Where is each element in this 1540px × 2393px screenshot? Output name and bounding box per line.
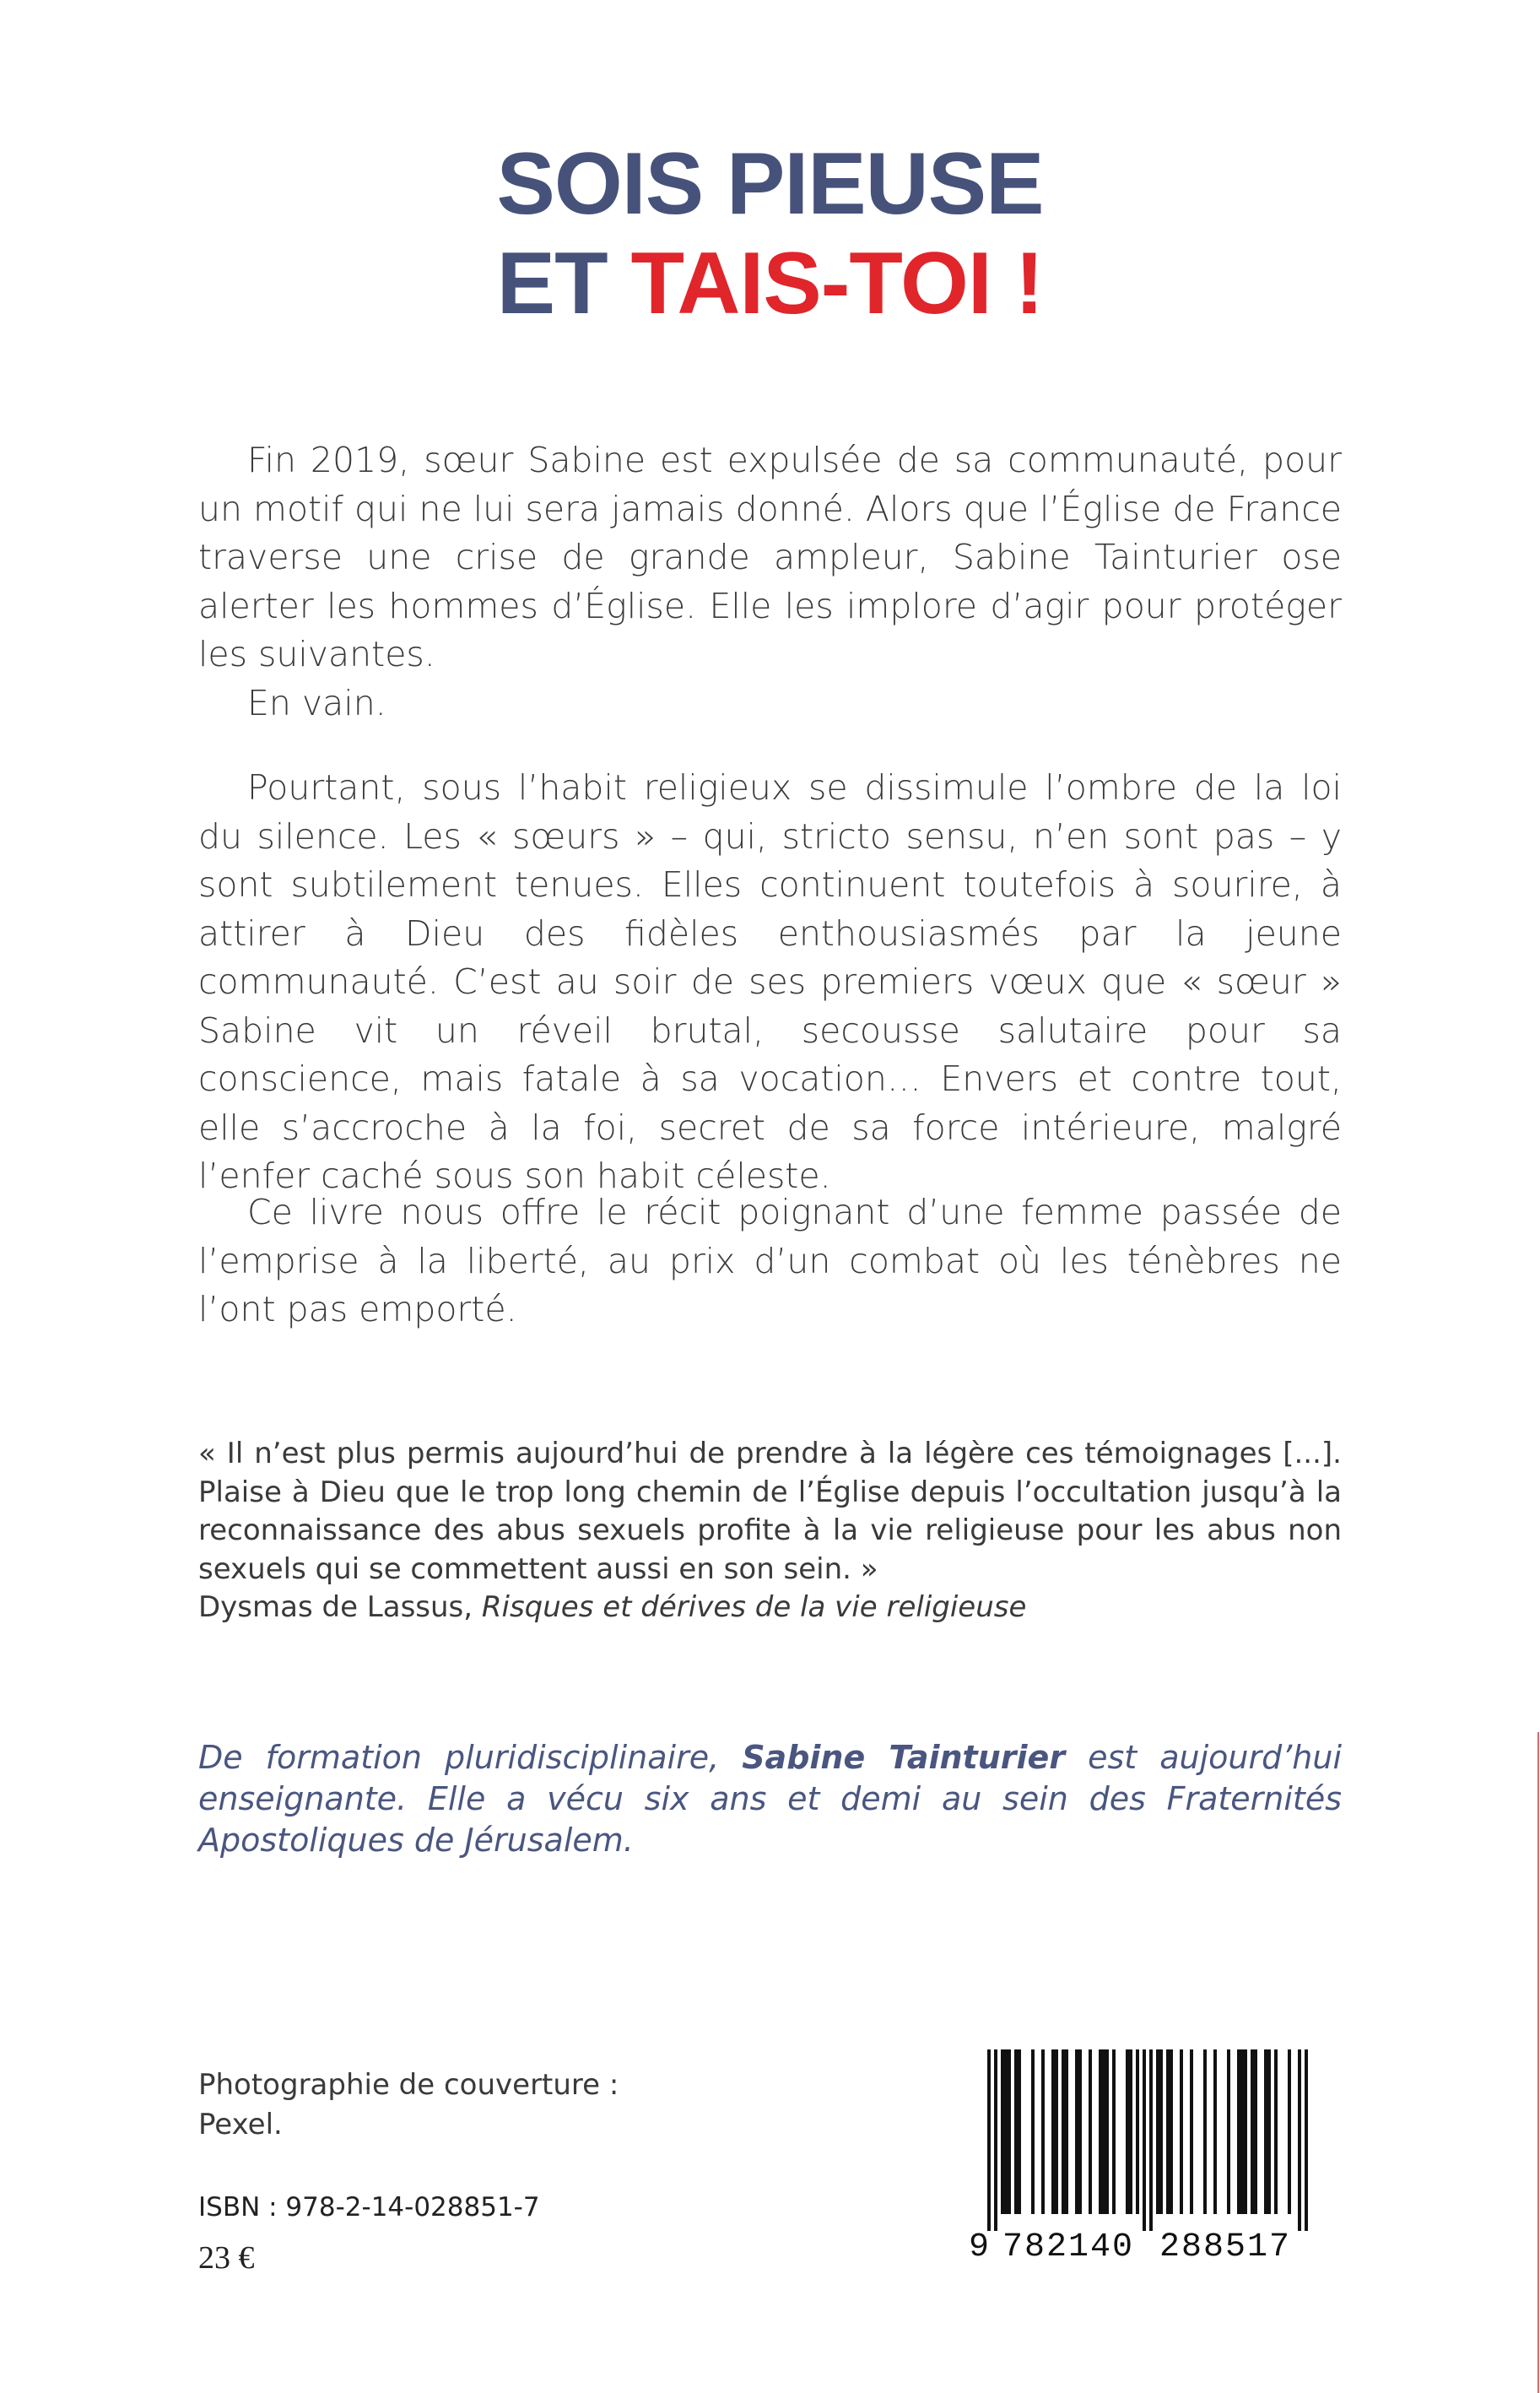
barcode-bar xyxy=(1254,2049,1257,2214)
barcode-bar xyxy=(1156,2049,1159,2214)
barcode xyxy=(962,2049,1333,2277)
quote-attribution xyxy=(198,1589,1342,1627)
barcode-bar xyxy=(1244,2049,1247,2214)
barcode-bar xyxy=(1288,2049,1291,2214)
blurb-paragraph-3-text: Ce livre nous offre le récit poignant d’une femme passée de l’emprise à la liberté, au prix d’un combat où les ténèbres ne l’ont pas emporté. xyxy=(198,1192,1342,1329)
endorsement-quote xyxy=(198,1435,1342,1627)
photo-credit xyxy=(198,2065,619,2145)
barcode-bar xyxy=(1031,2049,1035,2214)
price-label: 23 € xyxy=(198,2240,255,2276)
quote-author: Dysmas de Lassus, xyxy=(198,1590,473,1624)
barcode-bar xyxy=(1055,2049,1058,2214)
barcode-bar xyxy=(1240,2049,1244,2214)
barcode-bar xyxy=(1008,2049,1011,2214)
barcode-bar xyxy=(1267,2049,1271,2214)
author-bio xyxy=(198,1737,1342,1861)
barcode-bar xyxy=(1126,2049,1129,2214)
barcode-bar xyxy=(1143,2049,1146,2231)
barcode-bar xyxy=(1112,2049,1116,2214)
barcode-bar xyxy=(1180,2049,1183,2214)
barcode-bar xyxy=(1149,2049,1153,2231)
title-line-2-accent: TAIS-TOI ! xyxy=(630,235,1044,333)
barcode-bar xyxy=(1264,2049,1267,2214)
barcode-bar xyxy=(1159,2049,1163,2214)
blurb-paragraph-3 xyxy=(198,1188,1342,1335)
barcode-bar xyxy=(994,2049,997,2231)
bio-text-before: De formation pluridisciplinaire, xyxy=(198,1739,743,1776)
blurb-paragraph-1b-text: En vain. xyxy=(247,682,386,723)
barcode-bar xyxy=(1166,2049,1170,2214)
barcode-digits xyxy=(962,2227,1333,2269)
barcode-bar xyxy=(1298,2049,1301,2231)
barcode-bar xyxy=(1105,2049,1109,2214)
barcode-bar xyxy=(1078,2049,1082,2214)
bio-author-name: Sabine Tainturier xyxy=(742,1739,1066,1776)
barcode-bar xyxy=(1018,2049,1021,2214)
barcode-bar xyxy=(1251,2049,1254,2214)
barcode-bar xyxy=(1062,2049,1065,2214)
barcode-bar xyxy=(987,2049,991,2231)
isbn-label: ISBN : 978-2-14-028851-7 xyxy=(198,2192,540,2222)
barcode-bars xyxy=(962,2049,1333,2231)
barcode-bar xyxy=(1274,2049,1278,2214)
barcode-bar xyxy=(1237,2049,1240,2214)
blurb-paragraph-1-text: Fin 2019, sœur Sabine est expulsée de sa communauté, pour un motif qui ne lui sera jamais donné. Alors que l’Église de France traverse une crise de grande ampleur, Sabine Tainturier ose alerter les hommes d’Église. Elle les implore d’agir pour protéger les suivantes. xyxy=(198,440,1342,674)
title-line-1 xyxy=(0,133,1540,235)
barcode-bar xyxy=(1089,2049,1092,2214)
barcode-left-group: 782140 xyxy=(1002,2228,1135,2266)
barcode-bar xyxy=(1004,2049,1008,2214)
barcode-bar xyxy=(1102,2049,1105,2214)
quote-text: « Il n’est plus permis aujourd’hui de prendre à la légère ces témoignages [...]. Plaise à Dieu que le trop long chemin de l’Église depuis l’occultation jusqu’à la reconnaissance des abus sexuels profite à la vie religieuse pour les abus non sexuels qui se commettent aussi en son sein. » xyxy=(198,1437,1342,1586)
photo-credit-line-2: Pexel. xyxy=(198,2108,283,2141)
barcode-bar xyxy=(1203,2049,1207,2214)
barcode-bar xyxy=(1041,2049,1045,2214)
barcode-bar xyxy=(1170,2049,1173,2214)
bio-text-after: est aujourd’hui enseignante. Elle a vécu six ans et demi au sein des Fraternités Apostoliques de Jérusalem. xyxy=(198,1739,1343,1859)
barcode-bar xyxy=(1227,2049,1230,2214)
barcode-bar xyxy=(1099,2049,1102,2214)
barcode-bar xyxy=(1001,2049,1004,2214)
barcode-bar xyxy=(1129,2049,1132,2214)
blurb-paragraph-1 xyxy=(198,436,1342,728)
blurb-paragraph-2-text: Pourtant, sous l’habit religieux se dissimule l’ombre de la loi du silence. Les « sœurs » – qui, stricto sensu, n’en sont pas – y sont subtilement tenues. Elles continuent toutefois à sourire, à attirer à Dieu des fidèles enthousiasmés par la jeune communauté. C’est au soir de ses premiers vœux que « sœur » Sabine vit un réveil brutal, secousse salutaire pour sa conscience, mais fatale à sa vocation… Envers et contre tout, elle s’accroche à la foi, secret de sa force intérieure, malgré l’enfer caché sous son habit céleste. xyxy=(198,767,1342,1196)
barcode-bar xyxy=(1305,2049,1308,2231)
barcode-bar xyxy=(1190,2049,1193,2214)
barcode-first-digit: 9 xyxy=(969,2228,990,2266)
photo-credit-line-1: Photographie de couverture : xyxy=(198,2068,619,2102)
spine-edge-line xyxy=(1537,1732,1539,2393)
barcode-bar xyxy=(1051,2049,1055,2214)
barcode-bar xyxy=(1014,2049,1018,2214)
barcode-bar xyxy=(1065,2049,1068,2214)
barcode-bar xyxy=(1075,2049,1078,2214)
quote-book-title: Risques et dérives de la vie religieuse xyxy=(481,1590,1027,1624)
barcode-bar xyxy=(1136,2049,1139,2214)
barcode-right-group: 288517 xyxy=(1159,2228,1292,2266)
barcode-bar xyxy=(1213,2049,1217,2214)
blurb-paragraph-2 xyxy=(198,764,1342,1201)
title-line-2 xyxy=(0,233,1540,334)
title-line-2-prefix: ET xyxy=(496,235,608,333)
title-line-1-text: SOIS PIEUSE xyxy=(496,135,1044,233)
